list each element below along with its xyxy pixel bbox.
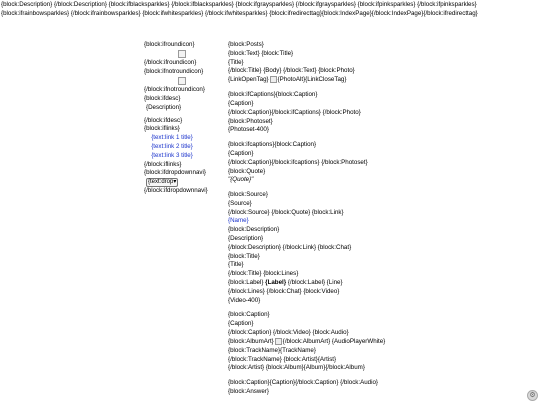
template-line: {/block:Title} {block:Lines} (228, 270, 299, 278)
link-name[interactable]: {Name} (228, 217, 249, 225)
template-line: {Caption} (228, 320, 254, 328)
template-line: {Caption} (228, 99, 254, 107)
template-line: {/block:Caption}{/block:ifCaptions} {/block:Photo} (228, 108, 361, 116)
header-line-1: {block:Description} {/block:Description} {block:ifblacksparkles} {/block:ifblacksparkles} {block:ifgraysparkles} {/block:ifgraysparkles} {block:ifpinksparkles} {/block:ifpinksparkles} (1, 1, 477, 8)
album-art-line (228, 338, 528, 347)
sidebar-line: {block:ifdesc} (144, 95, 181, 103)
sidebar-line: {/block:ifdropdownnavi} (144, 187, 208, 195)
template-line: {block:Description} (228, 226, 280, 234)
template-line: {block:Text} {block:Title} (228, 49, 294, 57)
header-line-2: {block:ifrainbowsparkles} {/block:ifrainbowsparkles} {block:ifwhitesparkles} {/block:ifwhitesparkles} {block:ifredirecttag}{block:IndexPage}{/block:IndexPage}{/block:ifredirecttag} (1, 9, 478, 17)
dropdown-navigation-select[interactable] (146, 178, 178, 187)
sidebar-line: {/block:ifroundicon} (144, 59, 197, 67)
broken-image-icon (178, 77, 186, 85)
template-line: {block:Quote} (228, 167, 266, 175)
template-line: {block:TrackName}{TrackName} (228, 346, 316, 354)
template-text: {block:AlbumArt} (228, 337, 274, 345)
gear-icon[interactable]: ⚙ (527, 390, 538, 401)
template-line: {block:Caption}{Caption}{/block:Caption} {/block:Audio} (228, 379, 378, 387)
chat-label: {Label} (265, 279, 287, 287)
sidebar-line: {/block:ifdesc} (144, 116, 183, 124)
template-line: {block:Caption} (228, 311, 270, 319)
post-block (228, 41, 528, 85)
post-block (228, 311, 528, 373)
photo-link-line (228, 76, 528, 85)
quote-text: "{Quote}" (228, 176, 254, 184)
nav-link-3[interactable]: {text:link 3 title} (151, 151, 193, 159)
template-line: {block:Source} (228, 191, 268, 199)
portrait-image (144, 77, 219, 86)
template-line: {/block:Artist} {block:Album}{Album}{/block:Album} (228, 364, 365, 372)
link-list (144, 134, 200, 160)
post-block (228, 191, 528, 305)
sidebar-line: {block:ifdropdownnavi} (144, 169, 206, 177)
template-line: {block:Answer} (228, 387, 269, 395)
template-line: {Source} (228, 199, 252, 207)
template-line: {Description} (228, 235, 264, 243)
template-line: {block:Photoset} (228, 117, 273, 125)
sidebar (144, 41, 219, 196)
sidebar-line: {/block:ifnotroundicon} (144, 86, 205, 94)
template-line: {Title} (228, 261, 244, 269)
template-text: {/block:Label} {Line} (286, 279, 343, 287)
template-line: {block:ifCaptions}{block:Caption} (228, 91, 318, 99)
template-text: {block:Label} (228, 279, 266, 287)
template-line: {/block:Title} {Body} {/block:Text} {block:Photo} (228, 67, 355, 75)
sidebar-line: {block:iflinks} (144, 125, 180, 133)
round-icon-image (144, 50, 219, 59)
template-text: {LinkOpenTag} (228, 76, 269, 84)
broken-image-icon (178, 50, 186, 58)
template-line: {/block:Description} {/block:Link} {block:Chat} (228, 243, 352, 251)
post-block (228, 379, 528, 397)
template-line: {/block:Lines} {/block:Chat} {block:Video} (228, 287, 340, 295)
sidebar-line: {block:ifroundicon} (144, 41, 195, 48)
template-line: {/block:Caption} {/block:Video} {block:Audio} (228, 329, 349, 337)
template-text: {/block:AlbumArt} {AudioPlayerWhite} (282, 337, 386, 345)
template-line: {block:ifcaptions}{block:Caption} (228, 141, 317, 149)
template-line: {Photoset-400} (228, 126, 269, 134)
template-text: {PhotoAlt}{LinkCloseTag} (277, 76, 347, 84)
chevron-down-icon: ▾ (173, 179, 177, 186)
broken-image-icon (270, 76, 277, 83)
posts-column (228, 41, 528, 403)
post-block (228, 141, 528, 185)
dropdown-value: {text:drop (148, 179, 174, 186)
template-header-text (1, 1, 539, 19)
template-line: {/block:TrackName} {block:Artist}{Artist} (228, 355, 337, 363)
chat-label-line (228, 279, 528, 288)
template-line: {Video-400} (228, 296, 261, 304)
template-line: {/block:Caption}{/block:ifcaptions} {/block:Photoset} (228, 158, 368, 166)
sidebar-line: {/block:iflinks} (144, 160, 182, 168)
template-line: {/block:Source} {/block:Quote} {block:Link} (228, 208, 344, 216)
post-block (228, 91, 528, 135)
template-line: {Title} (228, 58, 244, 66)
template-line: {block:Title} (228, 252, 260, 260)
sidebar-line: {block:ifnotroundicon} (144, 68, 204, 76)
template-line: {block:Posts} (228, 41, 264, 48)
template-line: {Caption} (228, 149, 254, 157)
description-text: {Description} (146, 103, 182, 111)
nav-link-1-2[interactable]: {text:link 1 title} {text:link 2 title} (151, 134, 193, 151)
broken-image-icon (275, 338, 282, 345)
